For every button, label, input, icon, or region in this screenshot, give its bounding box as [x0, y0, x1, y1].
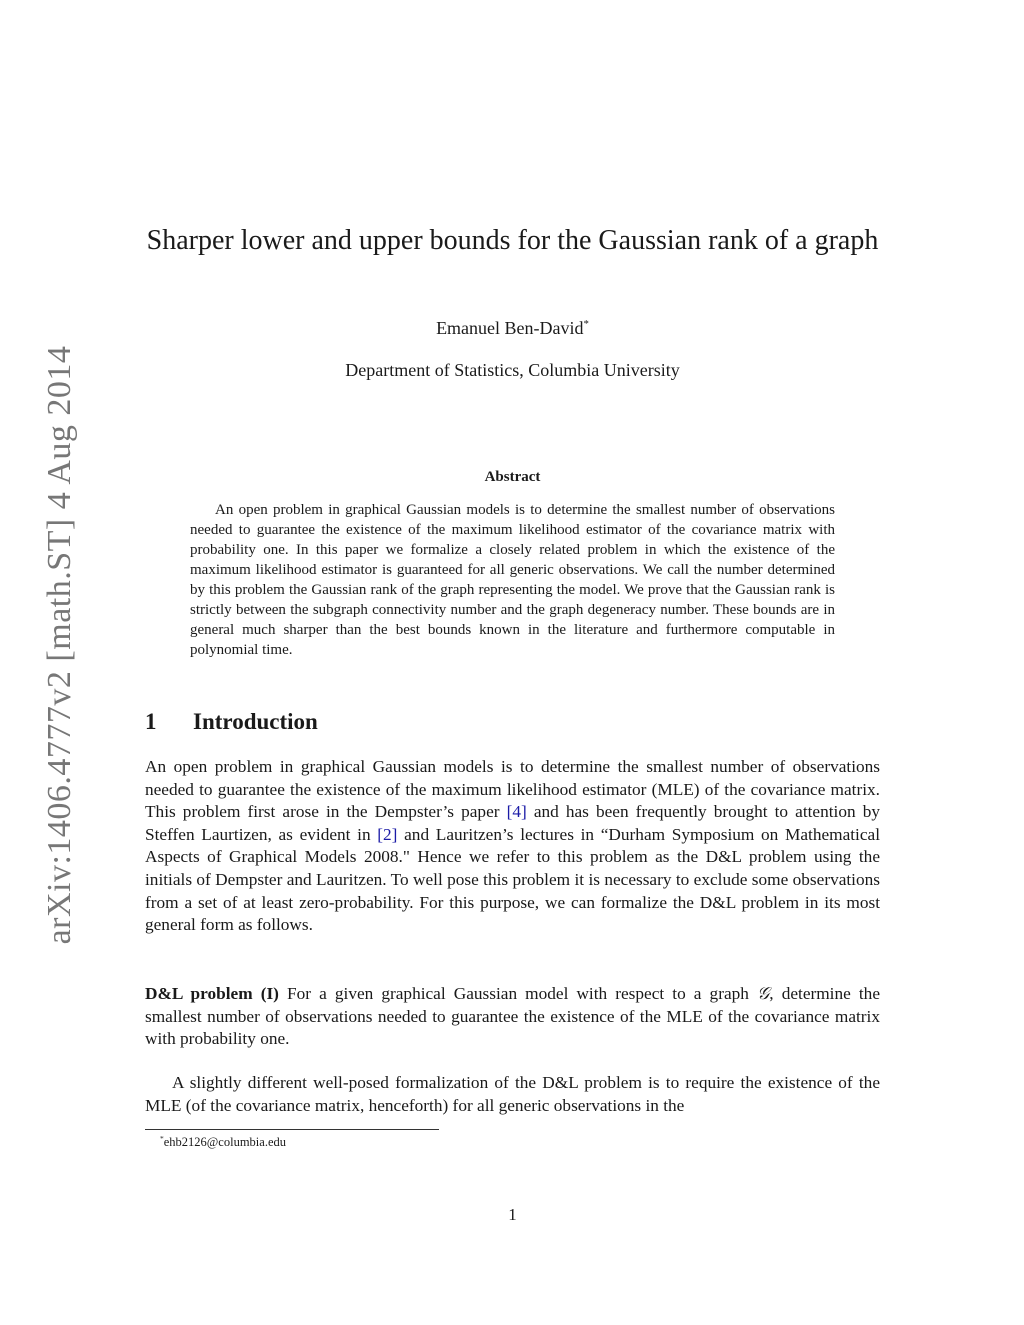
footnote	[160, 1135, 286, 1150]
para1-text-b: and has been frequently brought to attention by Steffen Laurtizen, as evident in	[145, 802, 880, 844]
para2-text-b: , determine the smallest number of observations needed to guarantee the existence of the MLE of the covariance matrix with probability one.	[145, 984, 880, 1049]
para2-text-a: For a given graphical Gaussian model with respect to a graph	[278, 984, 757, 1003]
section-title: Introduction	[193, 709, 318, 734]
paper-title: Sharper lower and upper bounds for the Gaussian rank of a graph	[146, 225, 879, 256]
footnote-email: ehb2126@columbia.edu	[163, 1135, 286, 1149]
footnote-mark: *	[160, 1133, 164, 1143]
abstract-heading: Abstract	[484, 469, 541, 485]
para1-text-c: and Lauritzen’s lectures in “Durham Symposium on Mathematical Aspects of Graphical Models 2008." Hence we refer to this problem as the D&L problem using the initials of Dempster and Lauritzen. To well pose this problem it is necessary to exclude some observations from a set of at least zero-probability. For this purpose, we can formalize the D&L problem in its most general form as follows.	[145, 824, 880, 935]
citation-link-4[interactable]: [4]	[506, 802, 527, 822]
abstract-text: An open problem in graphical Gaussian models is to determine the smallest number of observations needed to guarantee the existence of the maximum likelihood estimator of the covariance matrix with probability one. In this paper we formalize a closely related problem in which the existence of the maximum likelihood estimator is guaranteed for all generic observations. We call the number determined by this problem the Gaussian rank of the graph representing the model. We prove that the Gaussian rank is strictly between the subgraph connectivity number and the graph degeneracy number. These bounds are in general much sharper than the best bounds known in the literature and furthermore computable in polynomial time.	[190, 502, 835, 658]
affiliation: Department of Statistics, Columbia University	[345, 360, 680, 380]
intro-paragraph-3: A slightly different well-posed formalization of the D&L problem is to require the existence of the MLE (of the covariance matrix, henceforth) for all generic observations in the	[145, 1073, 880, 1115]
section-heading	[145, 709, 318, 735]
intro-paragraph-1	[145, 756, 880, 937]
dl-problem-label: D&L problem (I)	[145, 984, 279, 1003]
para1-text-a: An open problem in graphical Gaussian models is to determine the smallest number of observations needed to guarantee the existence of the maximum likelihood estimator (MLE) of the covariance matrix. This problem first arose in the Dempster’s paper	[145, 757, 880, 822]
author	[145, 318, 880, 339]
dl-problem-paragraph	[145, 983, 880, 1051]
footnote-divider	[145, 1129, 439, 1130]
arxiv-identifier: arXiv:1406.4777v2 [math.ST] 4 Aug 2014	[41, 345, 78, 945]
section-number: 1	[145, 709, 157, 734]
author-footnote-mark: *	[583, 318, 589, 330]
graph-symbol: 𝒢	[756, 984, 770, 1004]
author-name: Emanuel Ben-David	[436, 318, 584, 338]
page-number: 1	[508, 1205, 517, 1224]
citation-link-2[interactable]: [2]	[377, 824, 398, 844]
